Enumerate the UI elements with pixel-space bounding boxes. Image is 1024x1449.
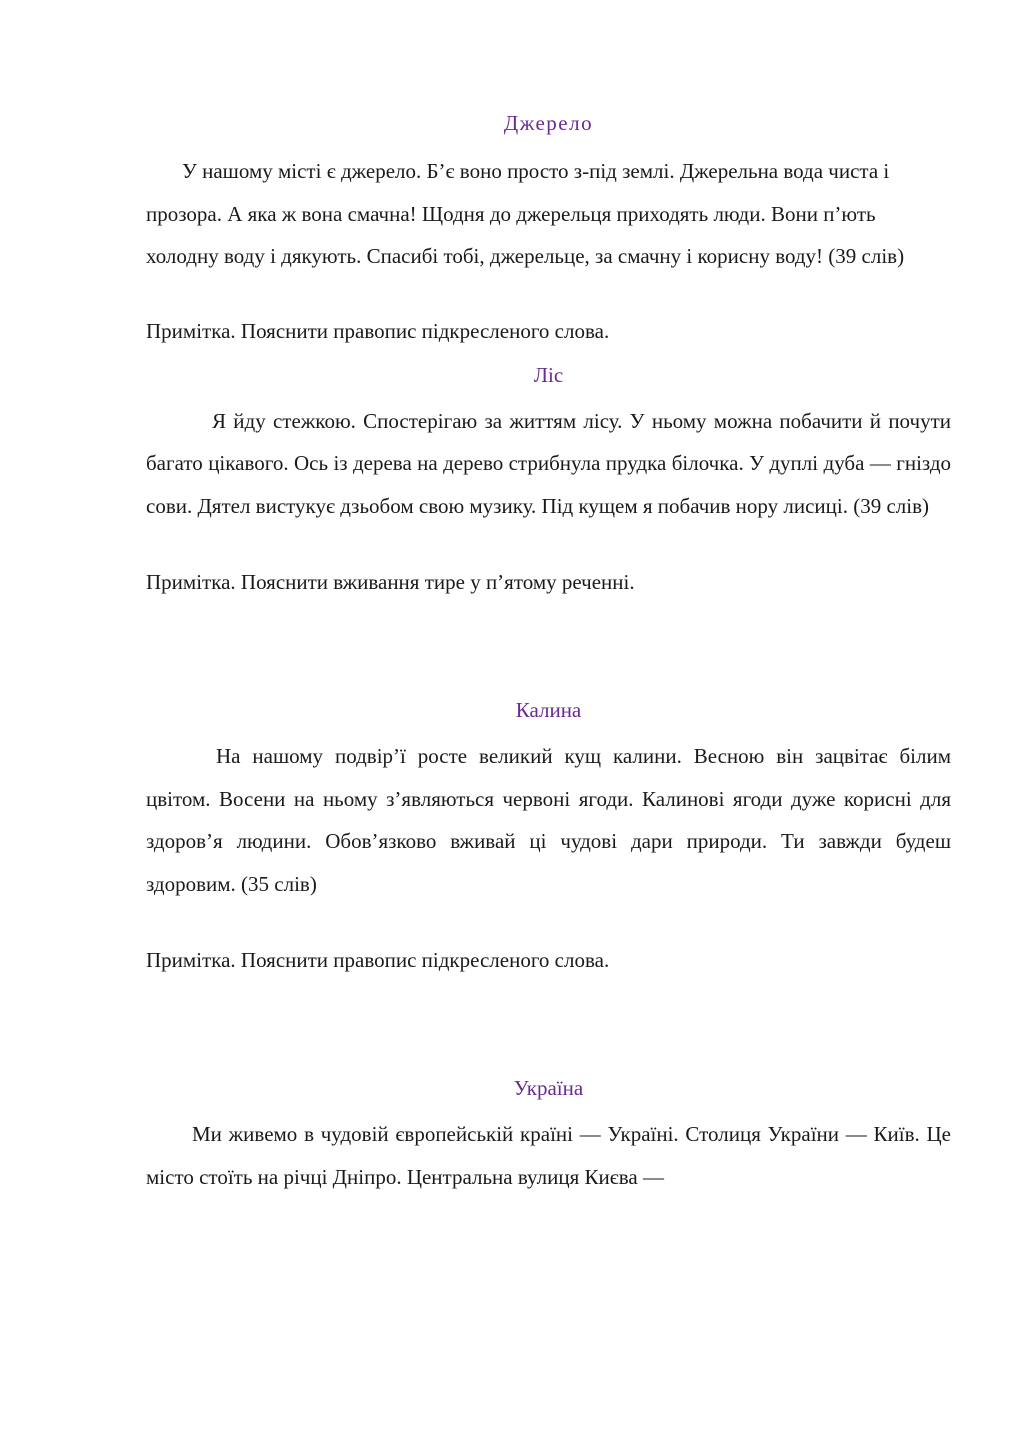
section-note-dzherelo: Примітка. Пояснити правопис підкресленого слова. — [146, 318, 610, 343]
section-note-lis: Примітка. Пояснити вживання тире у п’ятому реченні. — [146, 570, 635, 594]
section-text-ukraina: Ми живемо в чудовій європейській країні — Україні. Столиця України — Київ. Це місто стоїть на річці Дніпро. Центральна вулиця Києва — — [146, 1122, 951, 1189]
section-text-dzherelo: У нашому місті є джерело. Б’є воно просто з-під землі. Джерельна вода чиста і прозора. А яка ж вона смачна! Щодня до джерельця приходять люди. Вони п’ють холодну воду і дякують. Спасибі тобі, джерельце, за смачну і корисну воду! (39 слів) — [146, 159, 905, 268]
section-title-dzherelo: Джерело — [503, 111, 594, 135]
section-text-lis: Я йду стежкою. Спостерігаю за життям лісу. У ньому можна побачити й почути багато цікавого. Ось із дерева на дерево стрибнула прудка білочка. У дуплі дуба — гніздо сови. Дятел вистукує дзьобом свою музику. Під кущем я побачив нору лисиці. (39 слів) — [146, 408, 951, 518]
section-title-lis: Ліс — [533, 362, 564, 387]
section-title-kalyna: Калина — [515, 698, 582, 722]
section-title-ukraina: Україна — [513, 1076, 584, 1100]
section-note-kalyna: Примітка. Пояснити правопис підкресленого слова. — [146, 948, 610, 972]
section-text-kalyna: На нашому подвір’ї росте великий кущ калини. Весною він зацвітає білим цвітом. Восени на ньому з’являються червоні ягоди. Калинові ягоди дуже корисні для здоров’я людини. Обов’язково вживай ці чудові дари природи. Ти завжди будеш здоровим. (35 слів) — [146, 744, 951, 896]
document-page — [146, 108, 951, 1198]
